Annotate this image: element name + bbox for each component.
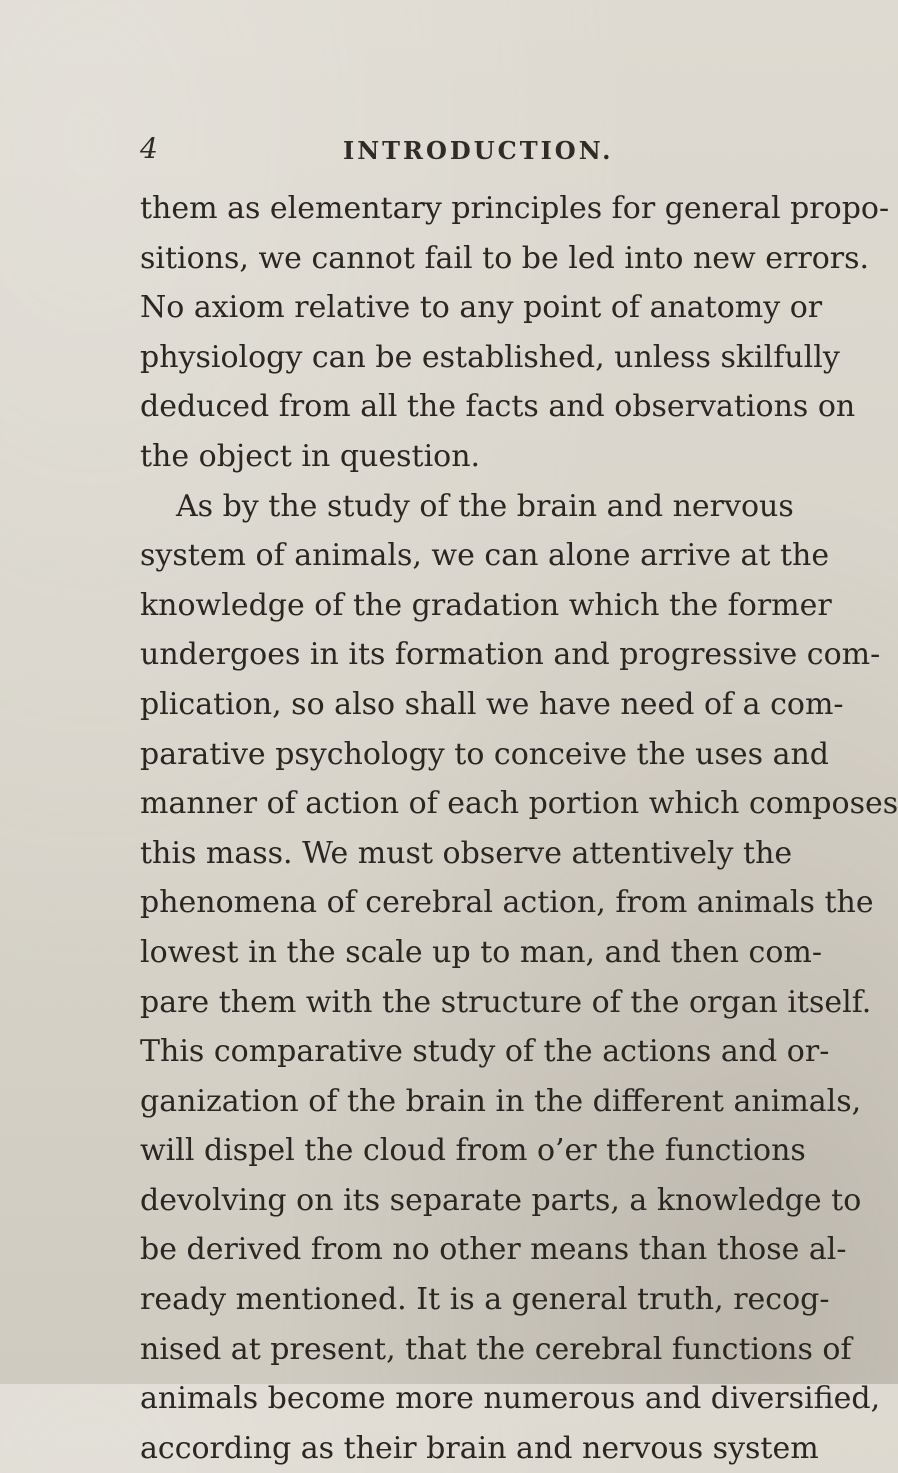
text-line: will dispel the cloud from o’er the functions [140,1133,806,1169]
running-head [140,132,760,168]
text-line: As by the study of the brain and nervous [176,488,794,524]
text-line: manner of action of each portion which composes [140,786,898,822]
text-line: devolving on its separate parts, a knowledge to [140,1182,862,1218]
text-line: undergoes in its formation and progressive com- [140,637,881,673]
text-line: system of animals, we can alone arrive at the [140,538,830,574]
text-line: This comparative study of the actions and or- [140,1034,830,1070]
text-line: parative psychology to conceive the uses and [140,736,829,772]
text-line: phenomena of cerebral action, from animals the [140,885,874,921]
text-line: them as elementary principles for general propo- [140,191,890,226]
text-line: pare them with the structure of the organ itself. [140,984,872,1020]
text-line: knowledge of the gradation which the former [140,587,832,623]
text-line: plication, so also shall we have need of a com- [140,686,844,722]
text-line: be derived from no other means than those al- [140,1232,847,1268]
body-text [140,184,898,1473]
running-head-title: INTRODUCTION. [343,136,614,165]
text-line: the object in question. [140,438,481,474]
text-line: No axiom relative to any point of anatomy or [140,290,823,326]
text-line: sitions, we cannot fail to be led into new errors. [140,240,870,276]
text-line: this mass. We must observe attentively the [140,835,793,871]
text-line: physiology can be established, unless skilfully [140,339,840,375]
text-line: deduced from all the facts and observations on [140,389,856,425]
page-number: 4 [140,132,158,165]
text-line: ganization of the brain in the different animals, [140,1083,862,1119]
text-line: according as their brain and nervous system [140,1430,819,1466]
text-line: nised at present, that the cerebral functions of [140,1331,852,1367]
text-line: ready mentioned. It is a general truth, recog- [140,1282,830,1318]
text-line: lowest in the scale up to man, and then com- [140,934,822,970]
text-line: animals become more numerous and diversified, [140,1381,881,1417]
